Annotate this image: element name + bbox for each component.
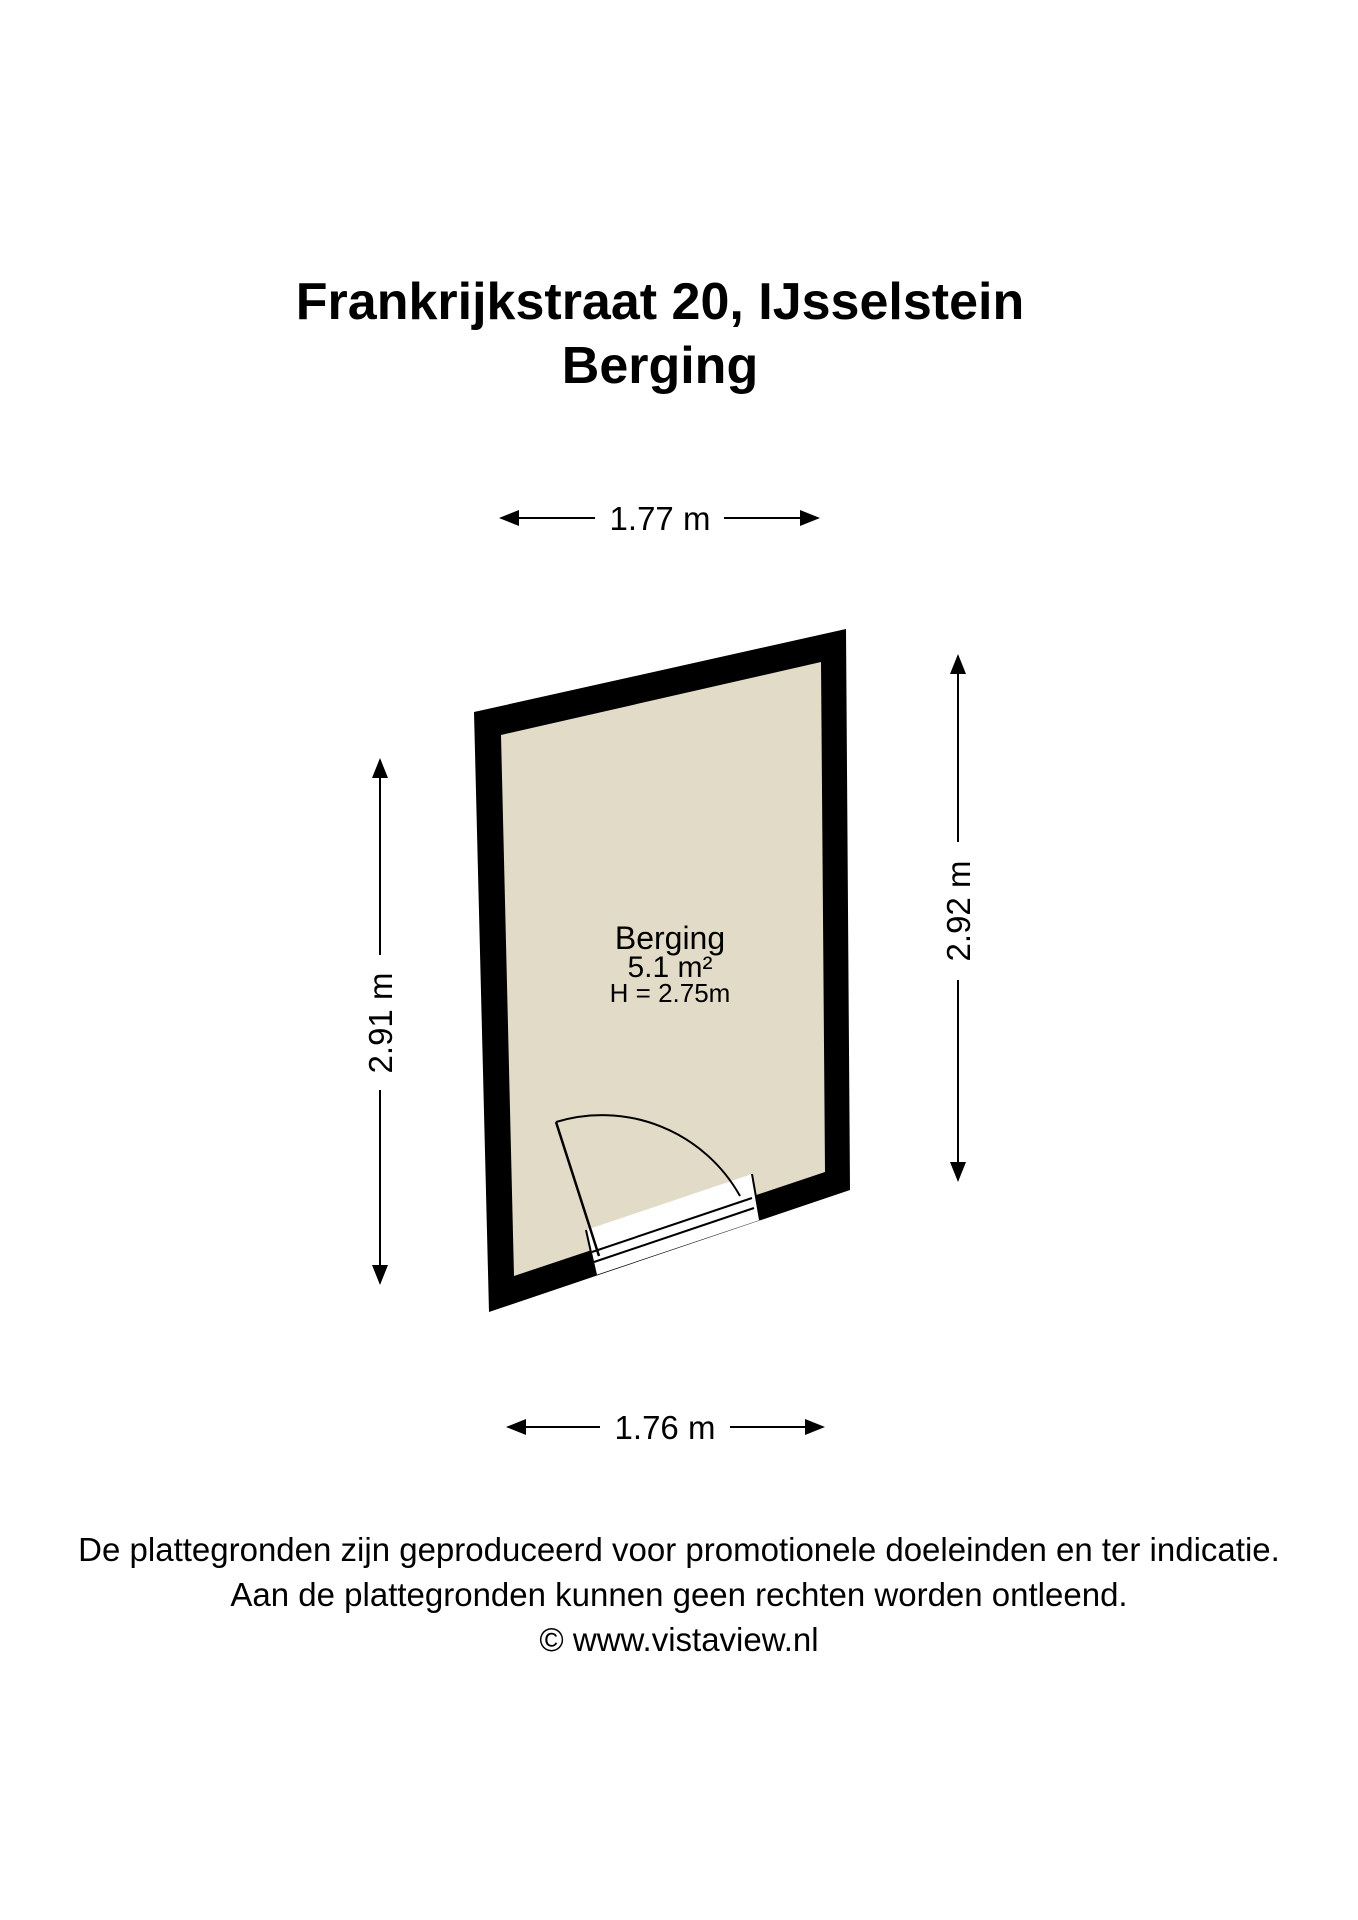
dimension-bottom bbox=[508, 1409, 823, 1446]
room-height: H = 2.75m bbox=[609, 978, 731, 1008]
dimension-right-label: 2.92 m bbox=[940, 860, 977, 962]
copyright-link[interactable]: © www.vistaview.nl bbox=[539, 1621, 819, 1658]
dimension-left-label: 2.91 m bbox=[362, 972, 399, 1074]
dimension-top bbox=[501, 500, 818, 537]
dimension-bottom-label: 1.76 m bbox=[614, 1409, 716, 1446]
disclaimer-line-2: Aan de plattegronden kunnen geen rechten worden ontleend. bbox=[230, 1576, 1128, 1613]
room-area: 5.1 m² bbox=[627, 951, 713, 984]
dimension-right bbox=[940, 656, 977, 1180]
dimension-top-label: 1.77 m bbox=[609, 500, 711, 537]
dimension-left bbox=[362, 760, 399, 1283]
disclaimer bbox=[0, 1527, 1358, 1662]
room-label bbox=[610, 920, 731, 1008]
disclaimer-line-1: De plattegronden zijn geproduceerd voor promotionele doeleinden en ter indicatie. bbox=[78, 1531, 1280, 1568]
page-title-address: Frankrijkstraat 20, IJsselstein bbox=[295, 273, 1025, 331]
page-title-floor: Berging bbox=[561, 337, 759, 395]
room-name: Berging bbox=[614, 920, 726, 956]
